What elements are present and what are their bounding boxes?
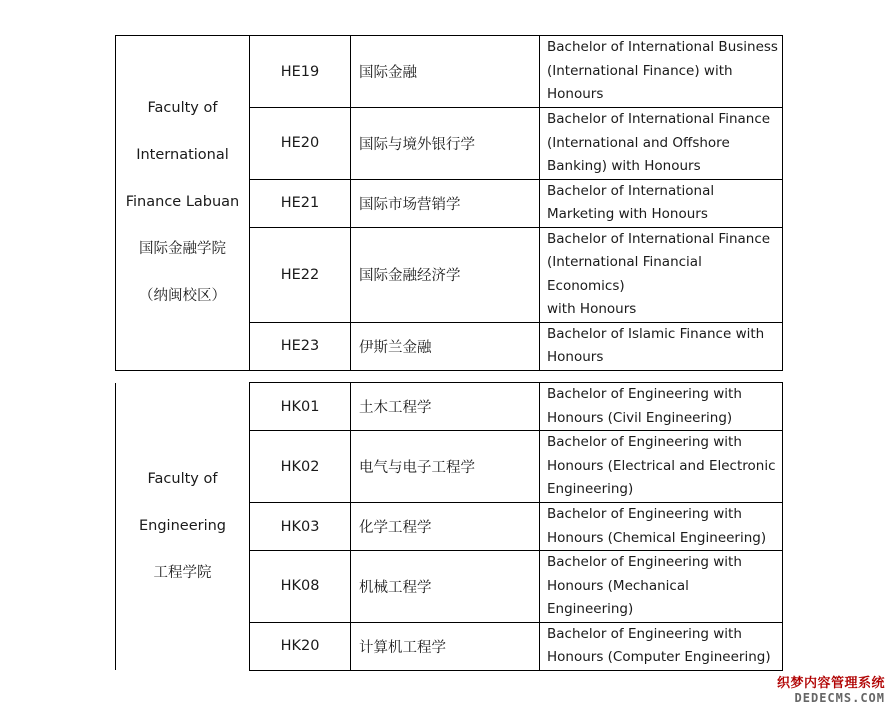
faculty-name-line: Finance Labuan <box>125 194 240 211</box>
program-name-en-line: Bachelor of International <box>547 182 715 199</box>
program-name-en-line: Bachelor of International Business <box>547 39 778 56</box>
program-code: HE21 <box>250 179 351 227</box>
program-code: HE23 <box>250 322 351 370</box>
faculty-name-line: Faculty of <box>147 100 218 117</box>
faculty-name-line: Faculty of <box>147 470 218 487</box>
program-name-en <box>540 36 783 108</box>
program-name-en-line: Bachelor of Engineering with <box>547 506 742 522</box>
program-name-en-line: (International and Offshore <box>547 134 730 151</box>
program-name-en-line: Bachelor of International Finance <box>547 111 771 127</box>
watermark-cn: 织梦内容管理系统 <box>776 676 885 691</box>
program-name-en <box>540 227 783 322</box>
program-name-en-line: (International Financial Economics) <box>547 254 702 294</box>
table-row <box>116 383 783 431</box>
program-name-en-line: with Honours <box>547 301 637 317</box>
program-name-en-line: Engineering) <box>547 481 634 498</box>
faculty-name-cell <box>116 383 250 671</box>
program-name-en-line: Bachelor of Engineering with <box>547 434 742 451</box>
program-name-cn: 化学工程学 <box>351 503 540 551</box>
faculty-finance-table <box>115 35 783 371</box>
faculty-name-line: 工程学院 <box>153 564 212 581</box>
program-name-cn: 国际金融经济学 <box>351 227 540 322</box>
program-name-en-line: (International Finance) with <box>547 62 733 79</box>
program-name-en-line: Bachelor of Islamic Finance with <box>547 325 765 342</box>
program-name-en <box>540 551 783 623</box>
watermark-en: DEDECMS.COM <box>794 691 885 705</box>
program-name-en-line: Marketing with Honours <box>547 206 708 222</box>
program-name-en-line: Bachelor of International Finance <box>547 230 771 247</box>
program-name-en-line: Honours (Civil Engineering) <box>547 409 733 426</box>
program-name-en <box>540 383 783 431</box>
program-name-en-line: Honours <box>547 349 604 365</box>
program-name-cn: 伊斯兰金融 <box>351 322 540 370</box>
program-name-cn: 国际市场营销学 <box>351 179 540 227</box>
program-code: HK02 <box>250 431 351 503</box>
program-name-en-line: Bachelor of Engineering with <box>547 625 742 642</box>
table-row <box>116 36 783 108</box>
program-name-en <box>540 503 783 551</box>
program-name-cn: 土木工程学 <box>351 383 540 431</box>
program-code: HE20 <box>250 108 351 180</box>
program-name-en-line: Honours (Mechanical Engineering) <box>547 577 689 617</box>
program-code: HK20 <box>250 622 351 670</box>
program-name-en <box>540 431 783 503</box>
program-name-en-line: Honours (Electrical and Electronic <box>547 457 776 474</box>
program-name-en-line: Honours <box>547 86 604 103</box>
faculty-name-cell <box>116 36 250 371</box>
program-name-en <box>540 108 783 180</box>
faculty-name-line: Engineering <box>139 517 226 534</box>
program-name-en-line: Bachelor of Engineering with <box>547 554 742 570</box>
program-code: HK01 <box>250 383 351 431</box>
program-name-en <box>540 179 783 227</box>
program-code: HE22 <box>250 227 351 322</box>
program-code: HE19 <box>250 36 351 108</box>
program-name-en <box>540 322 783 370</box>
program-name-en-line: Bachelor of Engineering with <box>547 386 742 402</box>
faculty-name-line: International <box>136 147 229 164</box>
program-name-cn: 计算机工程学 <box>351 622 540 670</box>
faculty-name-line: 国际金融学院 <box>139 241 226 258</box>
program-name-en <box>540 622 783 670</box>
program-name-cn: 国际与境外银行学 <box>351 108 540 180</box>
faculty-engineering-table <box>115 382 783 671</box>
program-name-en-line: Banking) with Honours <box>547 158 701 174</box>
program-name-en-line: Honours (Computer Engineering) <box>547 649 771 665</box>
watermark <box>777 676 885 706</box>
program-name-cn: 电气与电子工程学 <box>351 431 540 503</box>
program-code: HK08 <box>250 551 351 623</box>
program-name-cn: 机械工程学 <box>351 551 540 623</box>
program-name-cn: 国际金融 <box>351 36 540 108</box>
faculty-name-line: （纳闽校区） <box>139 288 226 305</box>
program-name-en-line: Honours (Chemical Engineering) <box>547 529 767 546</box>
program-code: HK03 <box>250 503 351 551</box>
